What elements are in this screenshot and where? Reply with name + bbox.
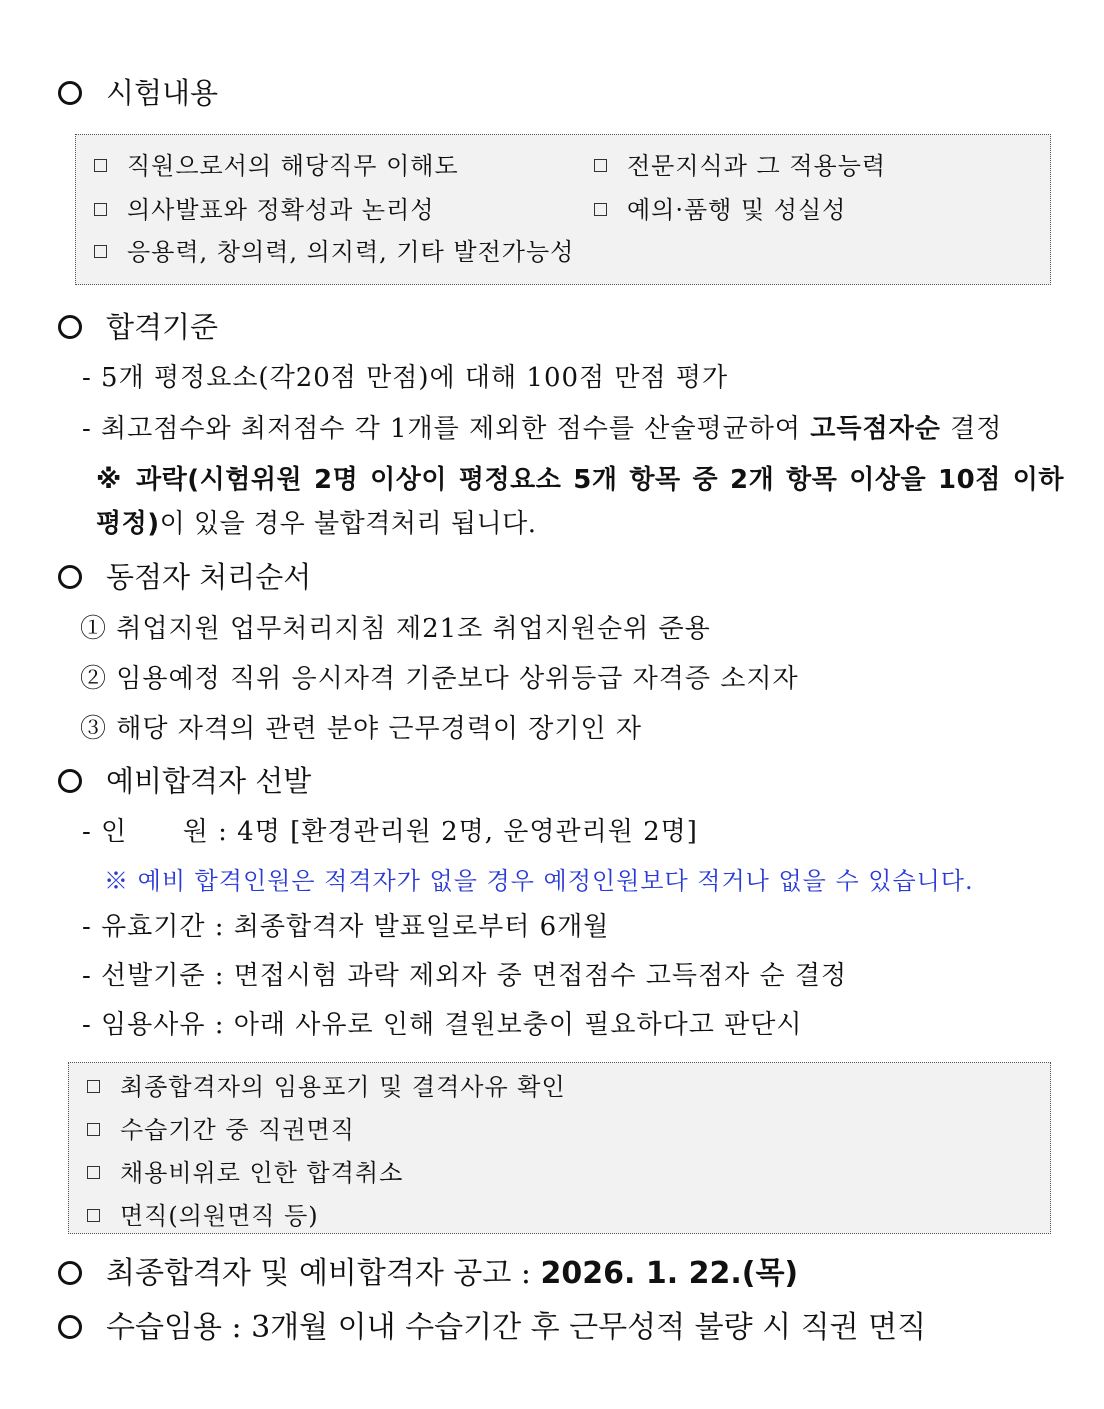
circle-bullet-icon	[58, 81, 82, 105]
section-exam-content	[56, 74, 218, 113]
list-item: ① 취업지원 업무처리지침 제21조 취업지원순위 준용	[80, 614, 711, 644]
list-item: 전문지식과 그 적용능력	[594, 151, 886, 181]
failing-note: ※ 과락(시험위원 2명 이상이 평정요소 5개 항목 중 2개 항목 이상을 10점 이하 평정)이 있을 경우 불합격처리 됩니다.	[96, 465, 1064, 539]
list-item: 수습기간 중 직권면직	[87, 1115, 355, 1145]
pass-criteria-line-2: - 최고점수와 최저점수 각 1개를 제외한 점수를 산술평균하여 고득점자순 결정	[82, 414, 1003, 444]
list-item: ③ 해당 자격의 관련 분야 근무경력이 장기인 자	[80, 714, 642, 744]
square-bullet-icon	[594, 159, 607, 172]
square-bullet-icon	[594, 203, 607, 216]
section-probation: 수습임용 : 3개월 이내 수습기간 후 근무성적 불량 시 직권 면직	[56, 1309, 926, 1347]
list-item: 응용력, 창의력, 의지력, 기타 발전가능성	[94, 237, 574, 267]
circle-bullet-icon	[58, 769, 82, 793]
list-item: 면직(의원면직 등)	[87, 1201, 319, 1231]
square-bullet-icon	[94, 245, 107, 258]
square-bullet-icon	[87, 1080, 100, 1093]
reserve-reason: - 임용사유 : 아래 사유로 인해 결원보충이 필요하다고 판단시	[82, 1010, 803, 1040]
reserve-validity: - 유효기간 : 최종합격자 발표일로부터 6개월	[82, 912, 610, 942]
square-bullet-icon	[87, 1209, 100, 1222]
square-bullet-icon	[87, 1166, 100, 1179]
square-bullet-icon	[94, 203, 107, 216]
reserve-reasons-box	[68, 1062, 1051, 1234]
reserve-criteria: - 선발기준 : 면접시험 과락 제외자 중 면접점수 고득점자 순 결정	[82, 961, 848, 991]
section-heading: 동점자 처리순서	[106, 560, 312, 594]
section-announcement: 최종합격자 및 예비합격자 공고 : 2026. 1. 22.(목)	[56, 1255, 798, 1293]
section-reserve	[56, 762, 311, 801]
circle-bullet-icon	[58, 565, 82, 589]
list-item: ② 임용예정 직위 응시자격 기준보다 상위등급 자격증 소지자	[80, 664, 799, 694]
section-tie-rule	[56, 558, 311, 597]
list-item: 직원으로서의 해당직무 이해도	[94, 151, 459, 181]
square-bullet-icon	[87, 1123, 100, 1136]
announcement-date: 2026. 1. 22.(목)	[540, 1256, 799, 1291]
reserve-note: ※ 예비 합격인원은 적격자가 없을 경우 예정인원보다 적거나 없을 수 있습니다.	[104, 867, 974, 895]
list-item: 예의·품행 및 성실성	[594, 195, 846, 225]
reserve-count: - 인 원 : 4명 [환경관리원 2명, 운영관리원 2명]	[82, 817, 698, 847]
square-bullet-icon	[94, 159, 107, 172]
circle-bullet-icon	[58, 1315, 82, 1339]
section-heading: 시험내용	[106, 76, 219, 110]
section-pass-criteria	[56, 308, 218, 347]
list-item: 의사발표와 정확성과 논리성	[94, 195, 434, 225]
pass-criteria-line-1: - 5개 평정요소(각20점 만점)에 대해 100점 만점 평가	[82, 363, 729, 393]
exam-content-box	[75, 134, 1051, 285]
circle-bullet-icon	[58, 315, 82, 339]
section-heading: 합격기준	[106, 310, 219, 344]
list-item: 최종합격자의 임용포기 및 결격사유 확인	[87, 1072, 566, 1102]
list-item: 채용비위로 인한 합격취소	[87, 1158, 403, 1188]
circle-bullet-icon	[58, 1261, 82, 1285]
section-heading: 예비합격자 선발	[106, 764, 312, 798]
